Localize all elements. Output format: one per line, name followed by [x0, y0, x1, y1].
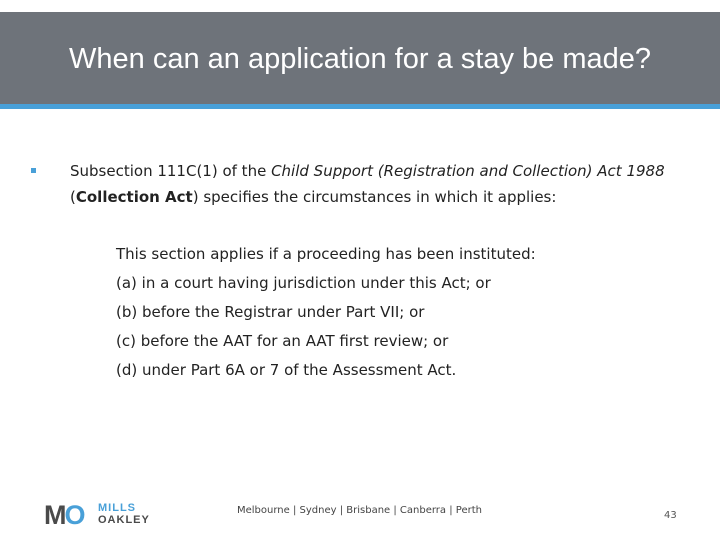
bullet-prefix: Subsection 111C(1) of the	[70, 162, 272, 180]
bullet-suffix: ) specifies the circumstances in which it applies:	[192, 188, 557, 206]
bullet-item	[26, 158, 676, 210]
logo-wordmark	[98, 502, 150, 526]
bullet-text	[26, 158, 676, 210]
quote-line: (d) under Part 6A or 7 of the Assessment Act.	[116, 361, 457, 379]
logo-mark-o: O	[64, 500, 84, 530]
page-number: 43	[664, 510, 677, 521]
bullet-mid: (	[70, 188, 76, 206]
quote-line: This section applies if a proceeding has been instituted:	[116, 245, 536, 263]
logo-mark-m: M	[44, 500, 65, 530]
logo-word-mills: MILLS	[98, 502, 136, 514]
square-bullet-icon	[31, 168, 36, 173]
logo-mark	[44, 500, 84, 530]
slide-title: When can an application for a stay be made?	[69, 43, 651, 75]
act-short-name: Collection Act	[75, 188, 193, 206]
title-accent-line	[0, 104, 720, 109]
title-bar	[0, 12, 720, 104]
footer-office-locations: Melbourne | Sydney | Brisbane | Canberra | Perth	[237, 505, 482, 516]
quoted-section	[116, 240, 656, 385]
quote-line: (a) in a court having jurisdiction under this Act; or	[116, 274, 491, 292]
logo-word-oakley: OAKLEY	[98, 514, 150, 526]
quote-line: (b) before the Registrar under Part VII; or	[116, 303, 425, 321]
quote-line: (c) before the AAT for an AAT first review; or	[116, 332, 449, 350]
act-title: Child Support (Registration and Collection) Act 1988	[271, 162, 665, 180]
